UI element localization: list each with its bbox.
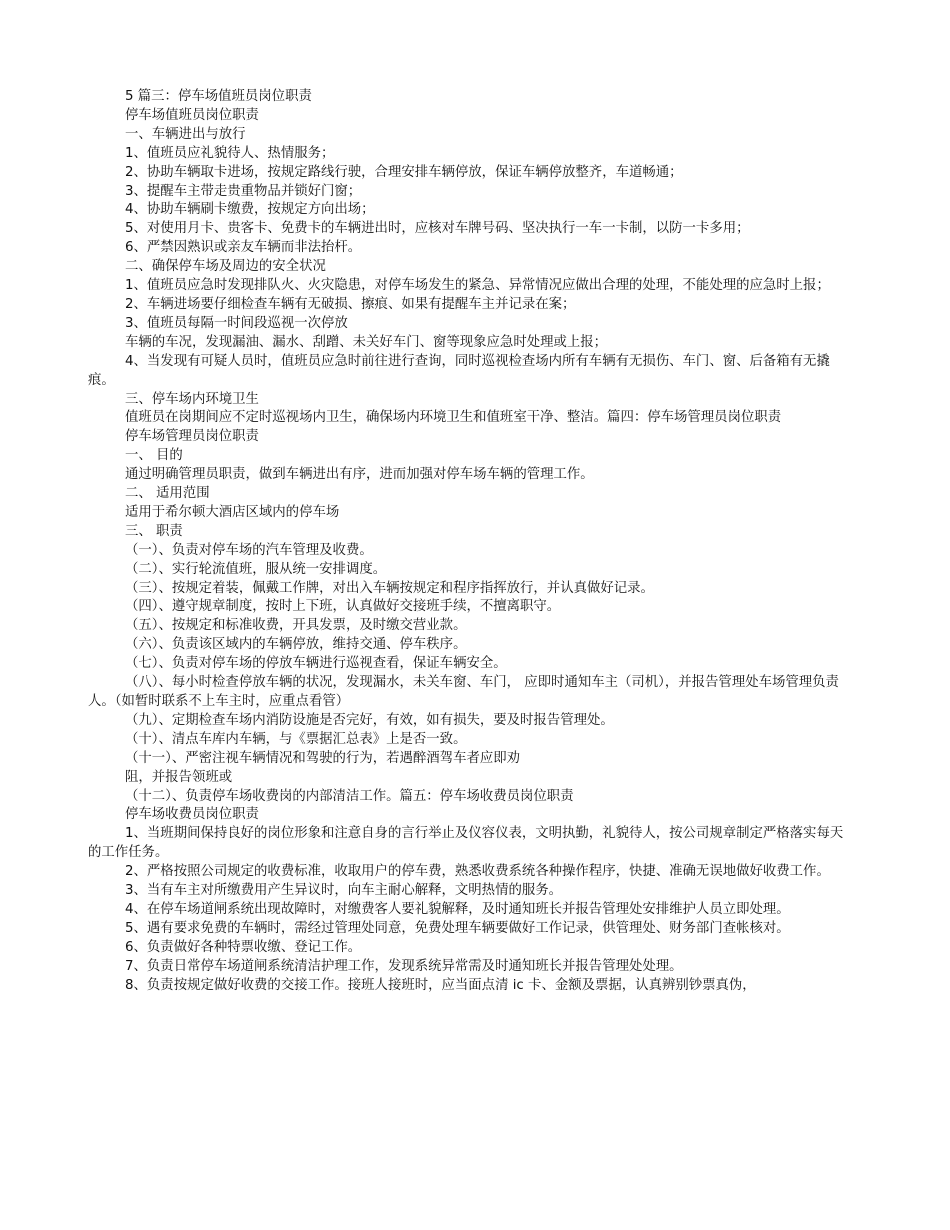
list-item: （十一）、严密注视车辆情况和驾驶的行为，若遇醉酒驾车者应即劝 xyxy=(125,750,521,766)
paragraph: 2、协助车辆取卡进场，按规定路线行驶，合理安排车辆停放，保证车辆停放整齐，车道畅通； xyxy=(125,164,683,180)
section-heading: 二、 适用范围 xyxy=(125,486,210,502)
paragraph: 4、在停车场道闸系统出现故障时，对缴费客人要礼貌解释，及时通知班长并报告管理处安排维护人员立即处理。 xyxy=(125,901,790,917)
section-heading: 一、 目的 xyxy=(125,448,183,464)
list-item: （五）、按规定和标准收费，开具发票，及时缴交营业款。 xyxy=(125,618,467,634)
section-heading: 三、 职责 xyxy=(125,523,183,539)
list-item: （二）、实行轮流值班，服从统一安排调度。 xyxy=(125,561,387,577)
list-item: （十）、清点车库内车辆，与《票据汇总表》上是否一致。 xyxy=(125,731,467,747)
list-item: 阻，并报告领班或 xyxy=(125,769,233,785)
paragraph: 3、值班员每隔一时间段巡视一次停放 xyxy=(125,315,348,331)
list-item: （十二）、负责停车场收费岗的内部清洁工作。篇五：停车场收费员岗位职责 xyxy=(125,788,574,804)
paragraph: 适用于希尔顿大酒店区域内的停车场 xyxy=(125,504,340,520)
document-title: 停车场收费员岗位职责 xyxy=(125,807,259,823)
section-heading: 一、车辆进出与放行 xyxy=(125,126,246,142)
list-item: （八）、每小时检查停放车辆的状况，发现漏水，未关车窗、车门， 应即时通知车主（司机），并报告管理处车场管理负责人。（如暂时联系不上车主时，应重点看管） xyxy=(88,675,839,709)
paragraph: 4、当发现有可疑人员时，值班员应急时前往进行查询，同时巡视检查场内所有车辆有无损伤、车门、窗、后备箱有无撬痕。 xyxy=(88,353,830,388)
list-item: （四）、遵守规章制度，按时上下班，认真做好交接班手续，不擅离职守。 xyxy=(125,599,561,615)
paragraph: 4、协助车辆刷卡缴费，按规定方向出场； xyxy=(125,202,375,218)
list-item: （一）、负责对停车场的汽车管理及收费。 xyxy=(125,542,373,558)
paragraph: 7、负责日常停车场道闸系统清洁护理工作，发现系统异常需及时通知班长并报告管理处处理。 xyxy=(125,958,683,974)
paragraph: 3、提醒车主带走贵重物品并锁好门窗； xyxy=(125,183,362,199)
paragraph: 5、对使用月卡、贵客卡、免费卡的车辆进出时，应核对车牌号码、坚决执行一车一卡制，以防一卡多用； xyxy=(125,221,750,237)
section-heading: 二、确保停车场及周边的安全状况 xyxy=(125,259,326,275)
paragraph: 值班员在岗期间应不定时巡视场内卫生，确保场内环境卫生和值班室干净、整洁。篇四：停车场管理员岗位职责 xyxy=(125,410,782,426)
list-item: （七）、负责对停车场的停放车辆进行巡视查看，保证车辆安全。 xyxy=(125,656,507,672)
list-item: （六）、负责该区域内的车辆停放，维持交通、停车秩序。 xyxy=(125,637,467,653)
paragraph: 2、车辆进场要仔细检查车辆有无破损、擦痕、如果有提醒车主并记录在案； xyxy=(125,296,576,312)
paragraph: 2、严格按照公司规定的收费标准，收取用户的停车费，熟悉收费系统各种操作程序，快捷、准确无误地做好收费工作。 xyxy=(125,864,830,880)
paragraph: 车辆的车况，发现漏油、漏水、刮蹭、未关好车门、窗等现象应急时处理或上报； xyxy=(125,334,608,350)
section-heading: 5 篇三：停车场值班员岗位职责 xyxy=(125,89,312,104)
list-item: （九）、定期检查车场内消防设施是否完好，有效，如有损失，要及时报告管理处。 xyxy=(125,712,614,728)
paragraph: 8、负责按规定做好收费的交接工作。接班人接班时，应当面点清 ic 卡、金额及票据，认真辨别钞票真伪， xyxy=(125,977,756,993)
document-page xyxy=(88,88,856,996)
document-title: 停车场管理员岗位职责 xyxy=(125,429,259,445)
paragraph: 1、值班员应急时发现排队火、火灾隐患，对停车场发生的紧急、异常情况应做出合理的处理，不能处理的应急时上报； xyxy=(125,278,830,294)
paragraph: 通过明确管理员职责，做到车辆进出有序，进而加强对停车场车辆的管理工作。 xyxy=(125,467,594,483)
paragraph: 6、负责做好各种特票收缴、登记工作。 xyxy=(125,939,362,955)
paragraph: 6、严禁因熟识或亲友车辆而非法抬杆。 xyxy=(125,240,362,256)
section-heading: 三、停车场内环境卫生 xyxy=(125,391,259,407)
paragraph: 1、值班员应礼貌待人、热情服务； xyxy=(125,145,335,161)
paragraph: 3、当有车主对所缴费用产生异议时，向车主耐心解释，文明热情的服务。 xyxy=(125,883,563,899)
paragraph: 5、遇有要求免费的车辆时，需经过管理处同意，免费处理车辆要做好工作记录，供管理处、财务部门查帐核对。 xyxy=(125,920,790,936)
list-item: （三）、按规定着装，佩戴工作牌，对出入车辆按规定和程序指挥放行，并认真做好记录。 xyxy=(125,580,654,596)
document-title: 停车场值班员岗位职责 xyxy=(125,107,259,123)
paragraph: 1、当班期间保持良好的岗位形象和注意自身的言行举止及仪容仪表，文明执勤，礼貌待人，按公司规章制定严格落实每天的工作任务。 xyxy=(88,826,844,861)
